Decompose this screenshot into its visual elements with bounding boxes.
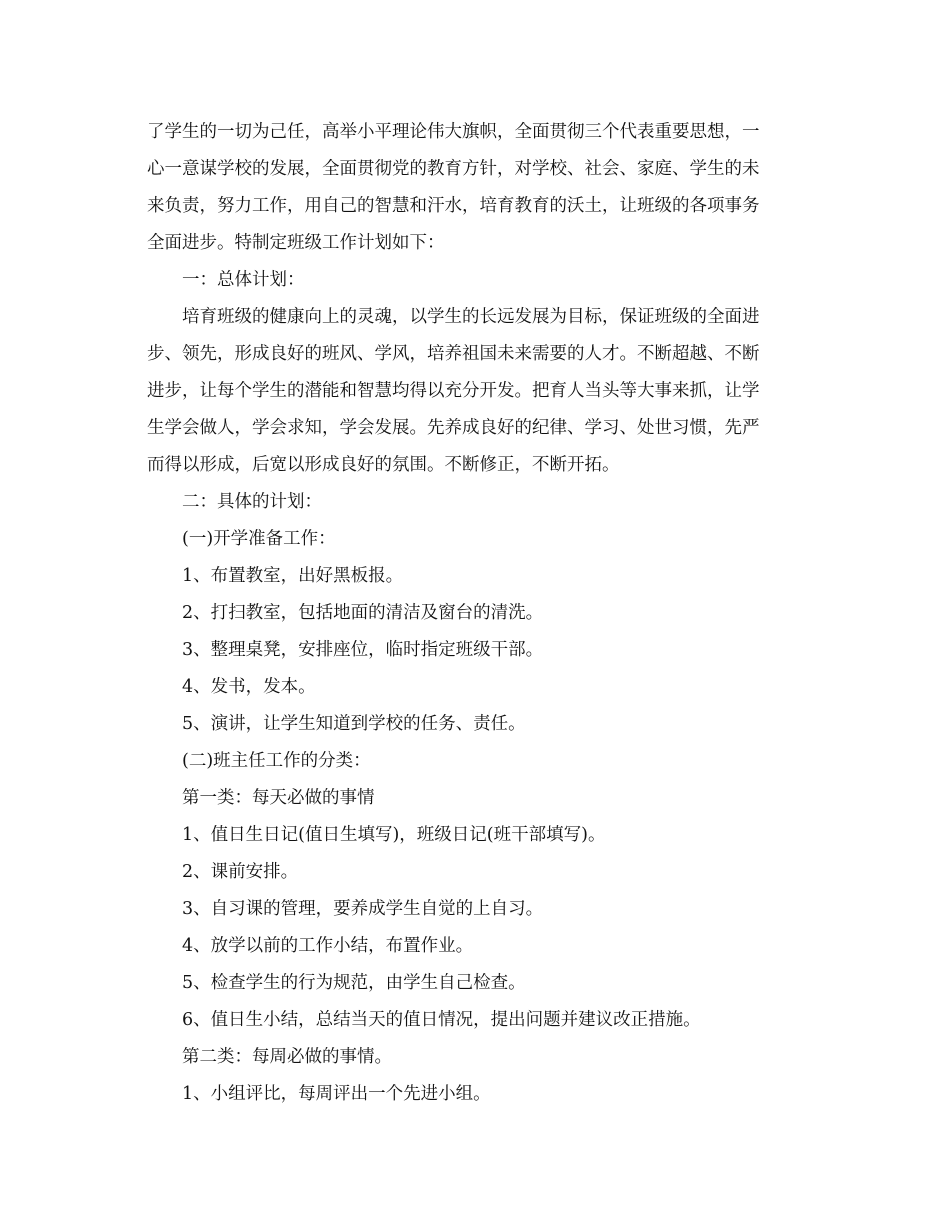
category-heading: 第一类：每天必做的事情 xyxy=(182,788,375,808)
paragraph-line: 步、领先，形成良好的班风、学风，培养祖国未来需要的人才。不断超越、不断 xyxy=(147,344,760,364)
paragraph-line: 而得以形成，后宽以形成良好的氛围。不断修正，不断开拓。 xyxy=(147,455,620,475)
subsection2 xyxy=(147,743,817,1113)
section-heading: 一：总体计划： xyxy=(182,270,305,290)
section2-heading-wrap xyxy=(147,484,817,521)
list-item: 1、值日生日记(值日生填写)，班级日记(班干部填写)。 xyxy=(182,825,606,845)
list-item: 6、值日生小结，总结当天的值日情况，提出问题并建议改正措施。 xyxy=(182,1010,701,1030)
section1-paragraph xyxy=(147,299,817,484)
list-item: 2、打扫教室，包括地面的清洁及窗台的清洗。 xyxy=(182,603,544,623)
list-item: 3、整理桌凳，安排座位，临时指定班级干部。 xyxy=(182,640,544,660)
opening-paragraph xyxy=(147,114,817,262)
paragraph-line: 进步，让每个学生的潜能和智慧均得以充分开发。把育人当头等大事来抓，让学 xyxy=(147,381,760,401)
subsection-heading: (一)开学准备工作： xyxy=(182,529,336,549)
category-heading: 第二类：每周必做的事情。 xyxy=(182,1047,392,1067)
paragraph-line: 生学会做人，学会求知，学会发展。先养成良好的纪律、学习、处世习惯，先严 xyxy=(147,418,760,438)
section1-heading-wrap xyxy=(147,262,817,299)
list-item: 3、自习课的管理，要养成学生自觉的上自习。 xyxy=(182,899,544,919)
section-heading: 二：具体的计划： xyxy=(182,492,322,512)
subsection1 xyxy=(147,521,817,743)
list-item: 4、发书，发本。 xyxy=(182,677,316,697)
list-item: 5、演讲，让学生知道到学校的任务、责任。 xyxy=(182,714,526,734)
paragraph-line: 来负责，努力工作，用自己的智慧和汗水，培育教育的沃土，让班级的各项事务 xyxy=(147,196,760,216)
list-item: 5、检查学生的行为规范，由学生自己检查。 xyxy=(182,973,526,993)
list-item: 4、放学以前的工作小结，布置作业。 xyxy=(182,936,474,956)
paragraph-line: 心一意谋学校的发展，全面贯彻党的教育方针，对学校、社会、家庭、学生的未 xyxy=(147,159,760,179)
list-item: 2、课前安排。 xyxy=(182,862,299,882)
document-body xyxy=(147,114,817,1113)
paragraph-line: 了学生的一切为己任，高举小平理论伟大旗帜，全面贯彻三个代表重要思想，一 xyxy=(147,122,760,142)
list-item: 1、布置教室，出好黑板报。 xyxy=(182,566,404,586)
paragraph-line: 培育班级的健康向上的灵魂，以学生的长远发展为目标，保证班级的全面进 xyxy=(182,307,760,327)
paragraph-line: 全面进步。特制定班级工作计划如下： xyxy=(147,233,445,253)
subsection-heading: (二)班主任工作的分类： xyxy=(182,751,371,771)
list-item: 1、小组评比，每周评出一个先进小组。 xyxy=(182,1084,491,1104)
